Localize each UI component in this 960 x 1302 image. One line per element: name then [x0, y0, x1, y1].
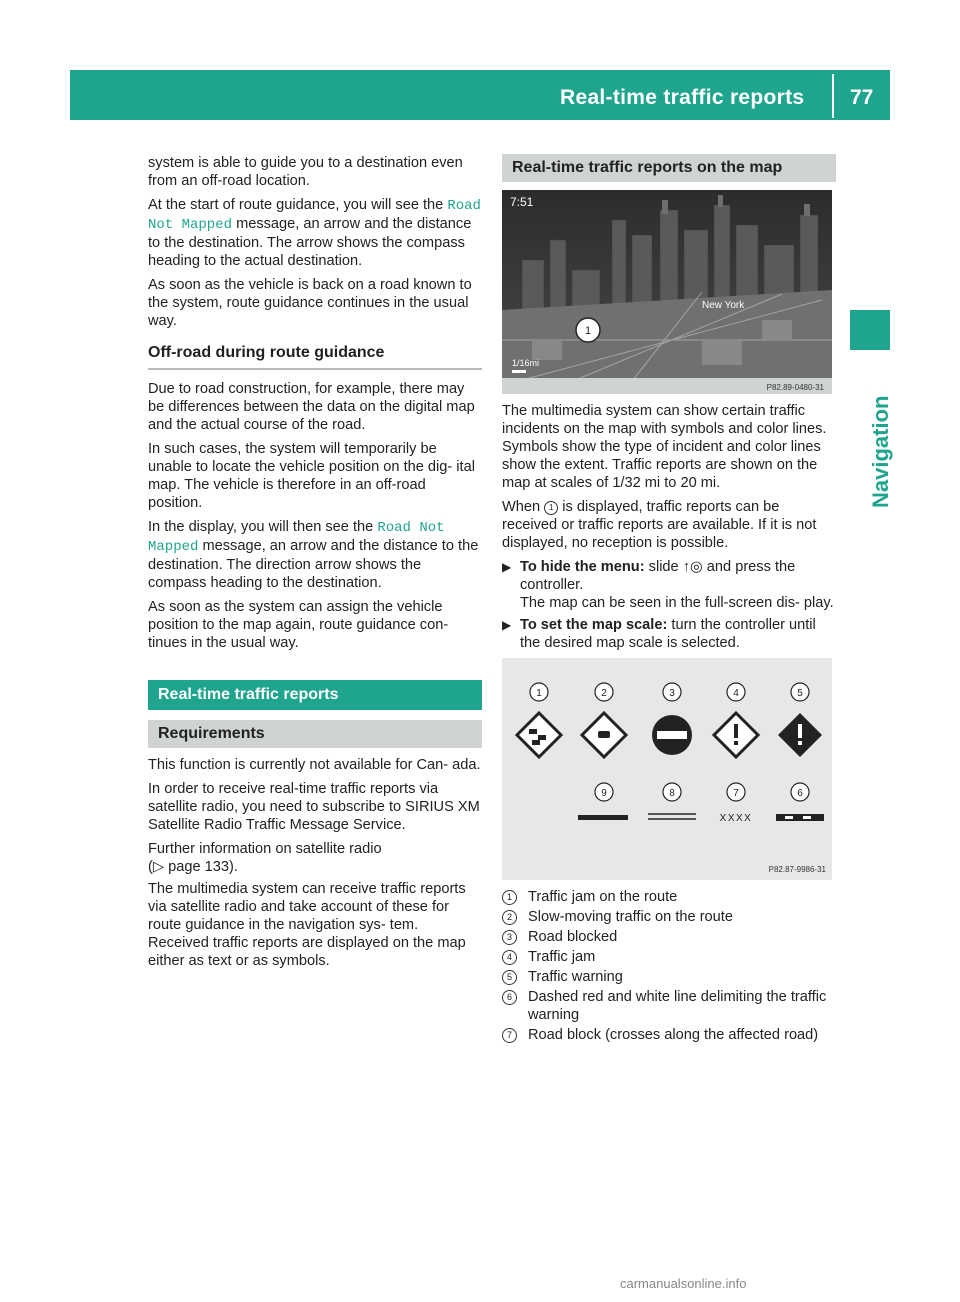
display-message: Road Not Mapped — [148, 520, 445, 555]
paragraph — [148, 196, 482, 270]
step-arrow-icon: ▶ — [502, 618, 512, 632]
paragraph — [148, 518, 482, 592]
road-blocked-icon — [652, 715, 692, 755]
side-marker — [850, 310, 890, 350]
legend-number: 1 — [502, 890, 517, 905]
legend-text: Traffic warning — [528, 969, 623, 985]
watermark: carmanualsonline.info — [620, 1276, 747, 1291]
legend-item — [502, 928, 836, 946]
text: In the display, you will then see the — [148, 519, 378, 535]
symbol-number-4: 4 — [733, 688, 739, 699]
section-title-realtime: Real-time traffic reports — [148, 680, 482, 710]
legend-number: 5 — [502, 970, 517, 985]
step-label: To hide the menu: — [520, 559, 645, 575]
paragraph: system is able to guide you to a destination even from an off-road location. — [148, 155, 463, 189]
paragraph: As soon as the vehicle is back on a road known to the system, route guidance continues in the usual way. — [148, 277, 472, 329]
symbol-number-9: 9 — [601, 788, 607, 799]
map-screenshot — [502, 190, 832, 394]
map-image-code: P82.89-0480-31 — [766, 383, 824, 392]
paragraph: Due to road construction, for example, there may be differences between the data on the digital map and the actual course of the road. — [148, 381, 475, 433]
paragraph: In order to receive real-time traffic reports via satellite radio, you need to subscribe to SIRIUS XM Satellite Radio Traffic Message Service. — [148, 781, 480, 833]
step-text: turn the controller until the desired map scale is selected. — [520, 617, 816, 651]
side-tab-navigation[interactable] — [846, 368, 893, 508]
symbol-number-5: 5 — [797, 688, 803, 699]
text: When — [502, 499, 545, 515]
paragraph: As soon as the system can assign the vehicle position to the map again, route guidance con- tinues in the usual way. — [148, 599, 449, 651]
text: At the start of route guidance, you will see the — [148, 197, 448, 213]
traffic-symbols-figure — [502, 658, 832, 880]
legend-number: 2 — [502, 910, 517, 925]
step-text: slide ↑◎ and press the controller. — [520, 559, 796, 593]
solid-line-icon — [578, 815, 628, 820]
paragraph — [148, 840, 482, 876]
legend-list — [502, 888, 836, 1044]
display-message: Road Not Mapped — [148, 198, 481, 233]
map-time: 7:51 — [510, 195, 534, 209]
subsection-title-requirements: Requirements — [148, 720, 482, 748]
step-map-scale — [502, 616, 836, 652]
symbol-number-2: 2 — [601, 688, 607, 699]
step-result: The map can be seen in the full-screen dis- play. — [520, 595, 834, 611]
symbol-number-8: 8 — [669, 788, 675, 799]
callout-1-label: 1 — [584, 325, 592, 337]
legend-number: 4 — [502, 950, 517, 965]
road-block-crosses: XXXX — [719, 813, 753, 824]
legend-text: Dashed red and white line delimiting the traffic warning — [528, 989, 827, 1023]
right-column — [502, 154, 836, 1046]
paragraph — [502, 498, 836, 552]
legend-text: Slow-moving traffic on the route — [528, 909, 733, 925]
subsection-title-map: Real-time traffic reports on the map — [502, 154, 836, 182]
legend-item — [502, 968, 836, 986]
legend-text: Road blocked — [528, 929, 618, 945]
paragraph: The multimedia system can show certain traffic incidents on the map with symbols and color lines. Symbols show the type of incident and color lines show the extent. Traffic reports are shown on the map at scales of 1/32 mi to 20 mi. — [502, 403, 827, 491]
step-label: To set the map scale: — [520, 617, 668, 633]
text: message, an arrow and the distance to the destination. The direction arrow shows the compass heading to the destination. — [148, 538, 479, 591]
callout-1-inline: 1 — [544, 501, 558, 515]
header-divider — [832, 74, 834, 118]
left-column — [148, 154, 482, 976]
legend-text: Road block (crosses along the affected road) — [528, 1027, 819, 1043]
legend-item — [502, 1026, 836, 1044]
side-tab-label: Navigation — [868, 395, 893, 508]
text: message, an arrow and the distance to the destination. The arrow shows the compass heading to the actual destination. — [148, 216, 472, 269]
text: is displayed, traffic reports can be received or traffic reports are available. If it is not displayed, no reception is possible. — [502, 499, 817, 551]
legend-item — [502, 888, 836, 906]
step-hide-menu — [502, 558, 836, 612]
map-city-label: New York — [702, 300, 745, 311]
text: Further information on satellite radio — [148, 841, 382, 857]
legend-text: Traffic jam on the route — [528, 889, 678, 905]
legend-number: 3 — [502, 930, 517, 945]
page-number: 77 — [850, 86, 874, 109]
symbol-number-6: 6 — [797, 788, 803, 799]
paragraph: In such cases, the system will temporarily be unable to locate the vehicle position on the dig- ital map. The vehicle is therefore in an off-road position. — [148, 441, 475, 511]
legend-number: 7 — [502, 1028, 517, 1043]
symbol-number-7: 7 — [733, 788, 739, 799]
section-heading-offroad: Off-road during route guidance — [148, 344, 482, 370]
page-title: Real-time traffic reports — [560, 86, 805, 109]
legend-text: Traffic jam — [528, 949, 596, 965]
legend-item — [502, 948, 836, 966]
legend-number: 6 — [502, 990, 517, 1005]
map-scale: 1/16mi — [512, 358, 540, 368]
symbol-number-3: 3 — [669, 688, 675, 699]
icons-image-code: P82.87-9986-31 — [768, 865, 826, 874]
step-arrow-icon: ▶ — [502, 560, 512, 574]
page-reference[interactable]: (▷ page 133). — [148, 859, 238, 875]
paragraph: This function is currently not available for Can- ada. — [148, 757, 481, 773]
symbol-number-1: 1 — [536, 688, 542, 699]
dashed-line-icon — [776, 814, 824, 821]
paragraph: The multimedia system can receive traffic reports via satellite radio and take account of these for route guidance in the navigation sys- tem. Received traffic reports are displayed on the map either as text or as symbols. — [148, 881, 466, 969]
legend-item — [502, 988, 836, 1024]
legend-item — [502, 908, 836, 926]
